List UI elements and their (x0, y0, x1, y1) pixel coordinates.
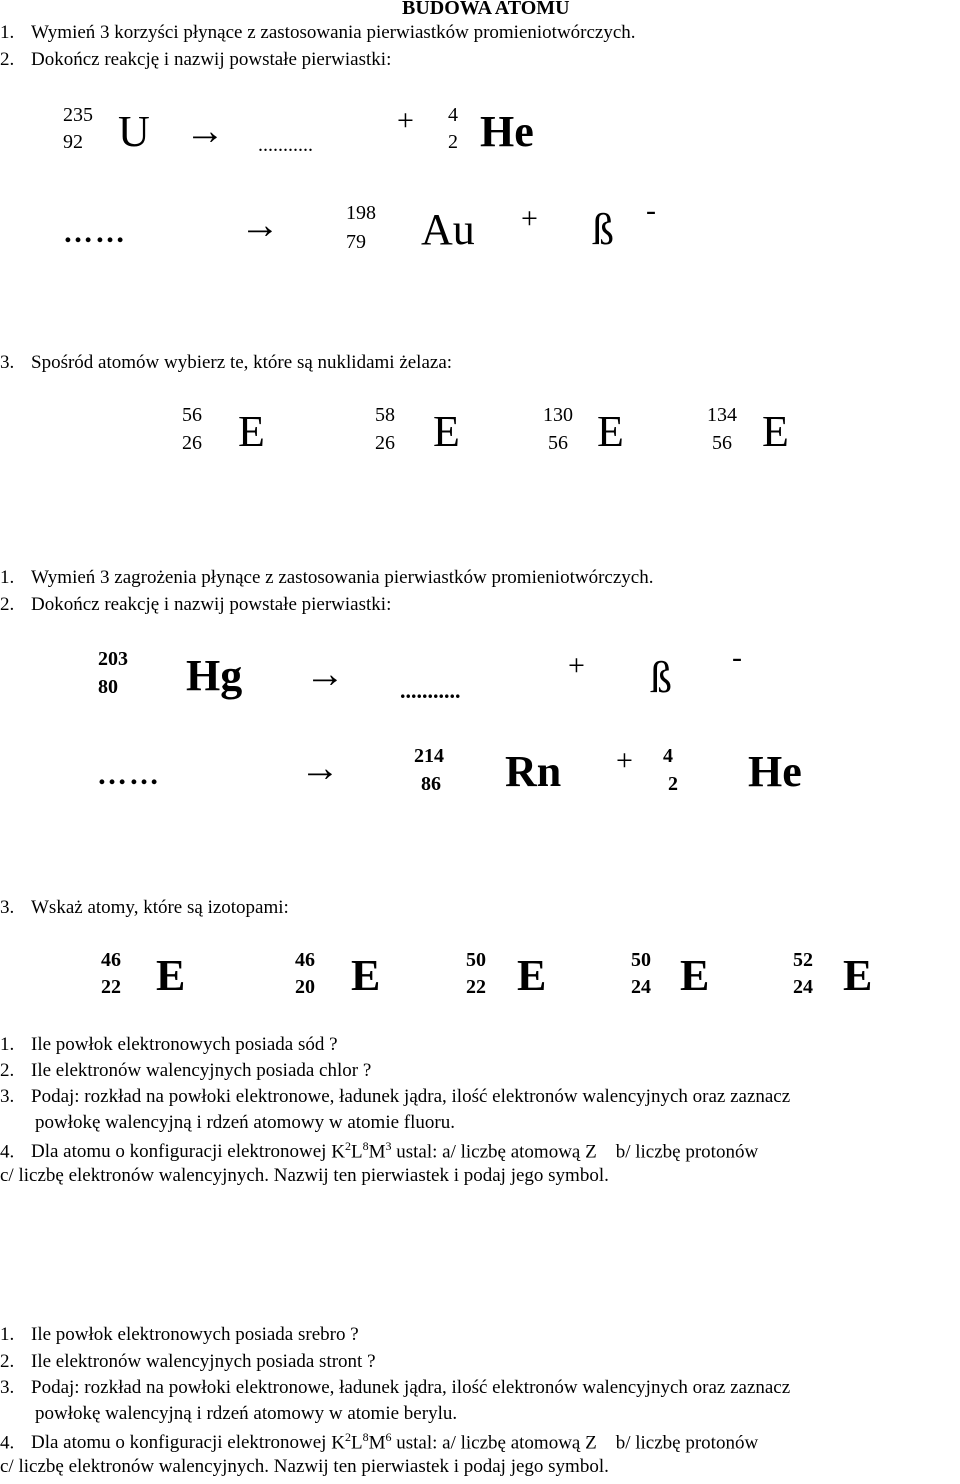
question-text: Spośród atomów wybierz te, które są nuklidami żelaza: (31, 352, 453, 373)
mass-number: 130 (543, 404, 573, 426)
shell-m: M (368, 1432, 386, 1454)
reaction-arrow: → (300, 745, 340, 790)
question-number: 2. (0, 1060, 15, 1081)
question-number: 4. (0, 1432, 15, 1454)
minus-charge: - (732, 641, 742, 674)
shell-l: L (350, 1141, 363, 1163)
question-text: Dla atomu o konfiguracji elektronowej (31, 1432, 332, 1454)
blank-reactant: …… (97, 758, 161, 791)
shell-k-count: 2 (344, 1430, 351, 1444)
question-3 (0, 897, 289, 919)
element-symbol: E (156, 951, 186, 1000)
element-symbol: Rn (505, 747, 562, 796)
question-text: Podaj: rozkład na powłoki elektronowe, ładunek jądra, ilość elektronów walencyjnych oraz zaznacz (31, 1377, 791, 1398)
atomic-number: 80 (98, 676, 118, 698)
mass-number: 58 (375, 404, 395, 426)
beta-particle: ß (592, 205, 614, 254)
question-number: 2. (0, 49, 15, 70)
question-2 (0, 1060, 371, 1082)
element-symbol: E (762, 407, 789, 456)
plus-sign: + (568, 649, 585, 682)
question-text: Dokończ reakcję i nazwij powstałe pierwiastki: (31, 49, 392, 70)
mass-number: 134 (707, 404, 737, 426)
shell-l-count: 8 (362, 1139, 369, 1153)
element-symbol: E (351, 951, 381, 1000)
blank-product: ........... (258, 134, 313, 156)
shell-k-count: 2 (344, 1139, 351, 1153)
mass-number: 198 (346, 202, 376, 224)
mass-number: 50 (466, 949, 486, 971)
atomic-number: 26 (182, 432, 202, 454)
plus-sign: + (397, 104, 414, 137)
mass-number: 4 (448, 104, 458, 126)
shell-m-count: 6 (385, 1430, 392, 1444)
question-text: Ile powłok elektronowych posiada sód ? (31, 1034, 338, 1055)
mass-number: 4 (663, 745, 673, 767)
question-number: 1. (0, 567, 15, 588)
question-number: 2. (0, 1351, 15, 1372)
question-3 (0, 1377, 790, 1399)
question-text: Ile elektronów walencyjnych posiada chlor ? (31, 1060, 372, 1081)
reaction-arrow: → (185, 108, 225, 153)
atomic-number: 24 (793, 976, 813, 998)
question-number: 2. (0, 594, 15, 615)
question-text: Wymień 3 korzyści płynące z zastosowania pierwiastków promieniotwórczych. (31, 22, 636, 43)
atomic-number: 56 (548, 432, 568, 454)
question-2 (0, 49, 391, 71)
question-4 (0, 1430, 758, 1454)
atomic-number: 79 (346, 231, 366, 253)
question-1 (0, 1034, 338, 1056)
reaction-arrow: → (240, 202, 280, 247)
question-number: 3. (0, 1086, 15, 1107)
atomic-number: 2 (448, 131, 458, 153)
blank-reactant: …… (63, 216, 127, 249)
atomic-number: 26 (375, 432, 395, 454)
question-2 (0, 594, 391, 616)
beta-particle: ß (650, 653, 672, 702)
question-text: Wymień 3 zagrożenia płynące z zastosowania pierwiastków promieniotwórczych. (31, 567, 654, 588)
plus-sign: + (521, 202, 538, 235)
question-2 (0, 1351, 376, 1373)
question-text: ustal: a/ liczbę atomową Z b/ liczbę protonów (391, 1432, 759, 1454)
mass-number: 235 (63, 104, 93, 126)
reaction-arrow: → (305, 651, 345, 696)
question-text: Ile elektronów walencyjnych posiada stront ? (31, 1351, 376, 1372)
mass-number: 50 (631, 949, 651, 971)
element-symbol: Au (421, 205, 475, 254)
question-number: 1. (0, 1034, 15, 1055)
question-text-continued: powłokę walencyjną i rdzeń atomowy w atomie berylu. (35, 1403, 458, 1424)
question-4 (0, 1139, 758, 1163)
shell-k: K (331, 1432, 345, 1454)
atomic-number: 92 (63, 131, 83, 153)
element-symbol: E (680, 951, 710, 1000)
element-symbol: E (433, 407, 460, 456)
mass-number: 56 (182, 404, 202, 426)
shell-m: M (368, 1141, 386, 1163)
element-symbol: U (118, 107, 150, 156)
question-1 (0, 22, 636, 44)
atomic-number: 24 (631, 976, 651, 998)
element-symbol: E (843, 951, 873, 1000)
element-symbol: He (480, 107, 534, 156)
element-symbol: E (597, 407, 624, 456)
mass-number: 203 (98, 648, 128, 670)
mass-number: 52 (793, 949, 813, 971)
mass-number: 214 (414, 745, 444, 767)
mass-number: 46 (295, 949, 315, 971)
question-text-continued: c/ liczbę elektronów walencyjnych. Nazwij ten pierwiastek i podaj jego symbol. (0, 1456, 609, 1477)
atomic-number: 22 (101, 976, 121, 998)
mass-number: 46 (101, 949, 121, 971)
question-number: 1. (0, 22, 15, 43)
question-text: Dokończ reakcję i nazwij powstałe pierwiastki: (31, 594, 392, 615)
shell-l-count: 8 (362, 1430, 369, 1444)
element-symbol: E (238, 407, 265, 456)
shell-k: K (331, 1141, 345, 1163)
question-number: 3. (0, 897, 15, 918)
question-number: 1. (0, 1324, 15, 1345)
question-text: Podaj: rozkład na powłoki elektronowe, ładunek jądra, ilość elektronów walencyjnych oraz zaznacz (31, 1086, 791, 1107)
element-symbol: Hg (186, 651, 243, 700)
blank-product: ........... (400, 678, 461, 703)
question-3 (0, 352, 452, 374)
question-text: Wskaż atomy, które są izotopami: (31, 897, 289, 918)
page-title: BUDOWA ATOMU (402, 0, 570, 19)
question-1 (0, 1324, 359, 1346)
question-number: 4. (0, 1141, 15, 1163)
atomic-number: 22 (466, 976, 486, 998)
atomic-number: 86 (421, 773, 441, 795)
atomic-number: 20 (295, 976, 315, 998)
element-symbol: E (517, 951, 547, 1000)
minus-charge: - (646, 194, 656, 227)
question-text: ustal: a/ liczbę atomową Z b/ liczbę protonów (391, 1141, 759, 1163)
element-symbol: He (748, 747, 802, 796)
question-3 (0, 1086, 790, 1108)
shell-m-count: 3 (385, 1139, 392, 1153)
atomic-number: 56 (712, 432, 732, 454)
question-number: 3. (0, 1377, 15, 1398)
question-text-continued: powłokę walencyjną i rdzeń atomowy w atomie fluoru. (35, 1112, 455, 1133)
plus-sign: + (616, 744, 633, 777)
question-text: Ile powłok elektronowych posiada srebro ? (31, 1324, 359, 1345)
question-1 (0, 567, 653, 589)
shell-l: L (350, 1432, 363, 1454)
atomic-number: 2 (668, 773, 678, 795)
question-text: Dla atomu o konfiguracji elektronowej (31, 1141, 332, 1163)
question-text-continued: c/ liczbę elektronów walencyjnych. Nazwij ten pierwiastek i podaj jego symbol. (0, 1165, 609, 1186)
question-number: 3. (0, 352, 15, 373)
